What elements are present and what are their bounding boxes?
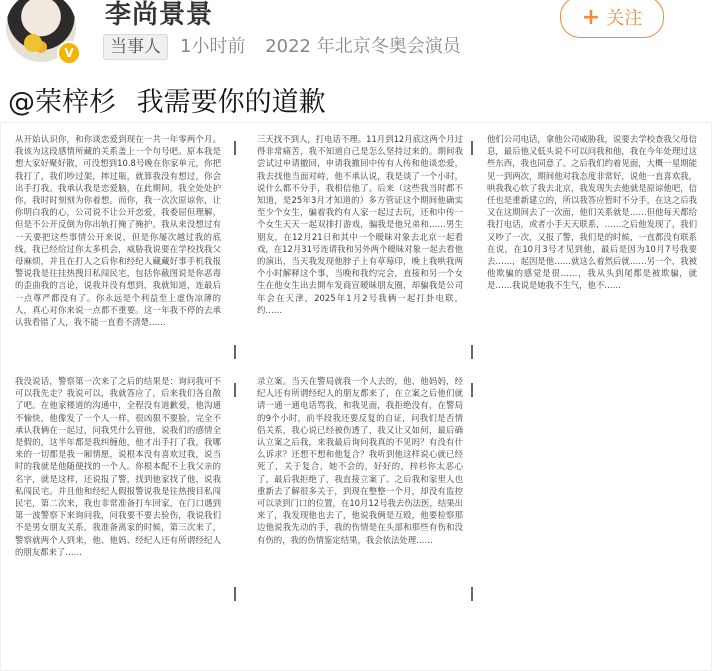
post-body <box>8 80 326 119</box>
column-divider <box>471 141 473 155</box>
image-text-col1-top: 从开始认识你，和你谈恋爱到现在一共一年零两个月。我该为这段感情所藏的关系盖上一个句号吧。原本我是想大家好聚好散，可没想到10.8号晚在你家单元，你把我打了，我们吵过架，摔过瓶，就算我没有想过，你会出手打我。我承认我是恋爱脑，在此期间，我全处处护你，我时时刻刻为你着想。而你，我一次次原谅你，让你明白我的心，公司说不让公开恋爱，我委屈但理解，但是不公开反倒为你出轨打掩了掩护。我从来没想过有一天要把这些事情公开来说，但是你屡次越过我的底线，我已经给过你太多机会，威胁我说要在学校找我父母麻烦，并且在打人之后你和经纪人藏藏好事手机我报警说我是往挂热搜目私闯民宅，包括你截图说是你恶毒的歪曲我的言论，说我并没有想到，我就知道，连最后一点尊严都没有了。你永远是个利益至上虚伪凉薄的人，真心对你来说一点都不重要。这一年我不停的去承认我看错了人，我不能一直看不清楚…… <box>15 134 221 328</box>
column-divider <box>234 345 236 359</box>
verified-badge-icon: V <box>57 41 81 65</box>
follow-label: 关注 <box>606 8 643 29</box>
column-divider <box>234 383 236 397</box>
follow-button[interactable] <box>560 0 664 38</box>
image-text-col1-bottom: 我没说话，警察第一次来了之后的结果是：询问我可不可以我先走？我说可以，我就答应了，后来我们各自散了吧。在他家楼道的沟通中，全程没有道歉爱，他沟通不愉快，他像发了一个人一样，很凶狠不要脸，完全不承认我俩在一起过，问我凭什么管他，说我们的感情全是假的，这半年都是我纠缠他，他才出手打了我，我哪来的一切都是我一厢情愿，说根本没有喜欢过我，说当时的我就是他随便找的一个人。你根本配不上我父亲的名字，就是这样，还说报了警，找到他家找了他，说我私闯民宅。并且他和经纪人假报警说我是往热搜目私闯民宅，第二次来，我也非常准备打车回家，在门口遇到第一波警察下来询问我，问我要不要去验伤，我说我们不是男女朋友关系，我准备离家的时候，第三次来了，警察就两个人到来，他、他妈、经纪人还有所谓经纪人的朋友都来了…… <box>15 376 221 557</box>
plus-icon: + <box>581 4 601 30</box>
image-text-col2-top: 三天找不到人，打电话不理。11月到12月底这两个月过得非常痛苦，我不知道自己是怎么坚持过来的。期间我尝试过申请撤回，申请我撤回中传有人传和他谈恋爱，我去找他当面对峙，他不承认说，我是谈了一个小时，说什么都不分手，我相信他了。后来（这些我当时都不知道，是25年3月才知道的）多方管证这个期间他确实至少个女生，骗着我约有人家一起过去玩，还和中传一个女生天天一起双排打游戏，骗我是他兄弟和……男生朋友，在12月21日和其中一个暧昧对象去北京一起看戏，在12月31号连请我和另外两个暧昧对象一起去看他的演出，当天我发现他脖子上有草莓印，晚上我哄我两个小时解释这个事，当晚和我约完会，直接和另一个女生在他女生出去開车发商宣暧昧朋友圈，却骗我是公司年会在天津，2025年1月2号我俩一起打卦电联，约…… <box>257 134 463 315</box>
post-header <box>0 0 720 80</box>
column-divider <box>234 587 236 601</box>
image-text-col3-top: 他们公司电话，拿他公司威胁我，说要去学校查我父母信息，最后他又低头说不可以问我和他，我在今年处理过这些东西，我也同意了。之后我们约着见面，大概一星期能见一到两次，期间他对我态度非常好，说他一直喜欢我，哄我我心软了我去北京，我发现失去他就是原谅他吧，信任也是重新建立的，所以我答应暂时不分手，在这之后我又在这期间去了一次面，他们关系就是……但他每天都给我打电话，或者小手天天联系，……之后他发现了，我们又吵了一次，又报了警，我们是的时候，一直都没有联系在说，在10月3号才见到他，最后是因为10月7号我要去……，起因是他……就这么着然后就……另一个，我被他欺骗的感觉是很……，我从头到尾都是被欺骗，就是……我说是她我不生气，他不…… <box>487 134 697 291</box>
flower-decoration <box>24 34 42 52</box>
mention-link[interactable]: @荣梓杉 <box>8 87 116 118</box>
role-badge: 当事人 <box>103 34 168 60</box>
post-text: 我需要你的道歉 <box>136 87 326 118</box>
column-divider <box>471 587 473 601</box>
column-divider <box>234 141 236 155</box>
column-divider <box>471 345 473 359</box>
user-bio: 2022 年北京冬奥会演员 <box>265 36 461 57</box>
post-meta <box>180 32 475 58</box>
attached-image[interactable] <box>0 122 712 671</box>
image-text-col2-bottom: 录立案。当天在警局就我一个人去的，他、他妈妈，经纪人还有所谓经纪人的朋友都来了，在立案之后他们就请一通一通电话骂我，和我见面，我拒绝没有，在警局的9个小时，前半段我还要反复的自证，问我们是否情侣关系，我心说已经被伤透了，我又让又如何，最后确认立案之后我，来我最后询问我真的不见吗？有没有什么诉求？还想不想和他复合？我听到他这样说心就已经死了，关于复合，她不会的，好好的，梓杉你太恶心了，最后我拒绝了，我直接立案了。之后我和家里人也重新去了解很多关于，到现在整整一个月，却没有监控可以录到门口的位置，在10月12号我去伤法医，结果出来了，我发现他也去了，他说我俩是互殴，他要检察那边他说我先动的手，我的伤情是在头部和那些有伤和没有伤的，我的伤情鉴定结果，我会依法处理…… <box>257 376 463 545</box>
post-time: 1小时前 <box>180 36 246 57</box>
column-divider <box>471 383 473 397</box>
username[interactable]: 李尚景景 <box>105 0 214 30</box>
